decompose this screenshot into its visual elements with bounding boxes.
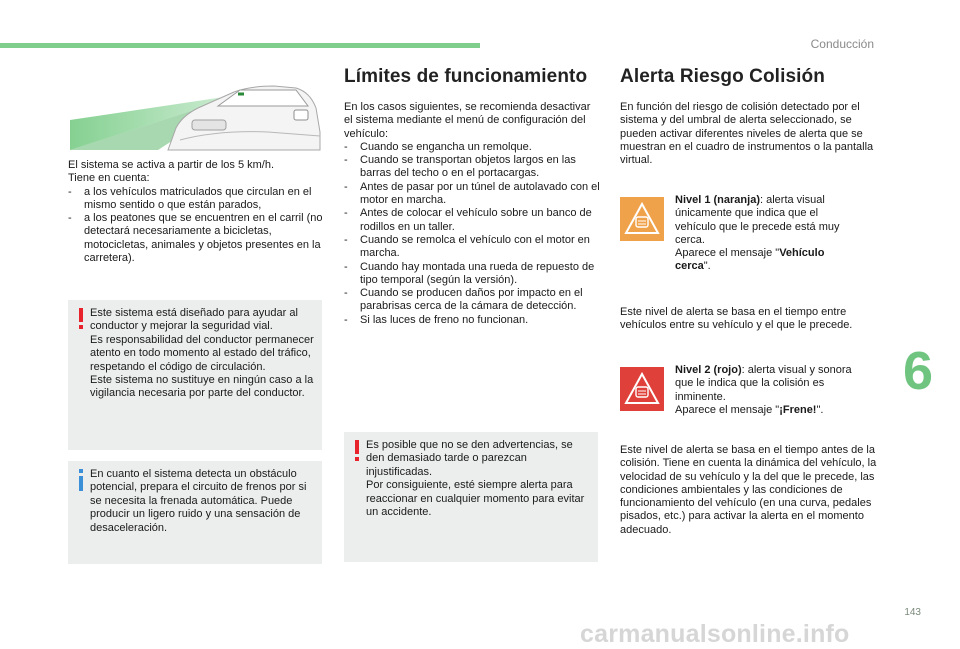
list-item: - Antes de colocar el vehículo sobre un banco de rodillos en un taller.	[344, 207, 600, 234]
list-item: - Cuando hay montada una rueda de repuesto de tipo temporal (según la versión).	[344, 261, 600, 288]
level2-message-suffix: ".	[816, 403, 824, 416]
warning-note-line: Es posible que no se den advertencias, se den demasiado tarde o parezcan injustificadas.	[366, 439, 573, 478]
page-number: 143	[904, 607, 921, 618]
warning-note-line: Por consiguiente, esté siempre alerta para reaccionar en cualquier momento para evitar un accidente.	[366, 479, 585, 519]
collision-alert-heading: Alerta Riesgo Colisión	[620, 66, 825, 87]
warning-note-line: Este sistema no sustituye en ningún caso a la vigilancia necesaria por parte del conductor.	[90, 374, 314, 400]
car-illustration-svg	[68, 80, 322, 156]
info-icon	[76, 469, 86, 491]
section-title: Conducción	[810, 37, 874, 51]
level2-text: : alerta visual y sonora que le indica que la colisión es inminente.	[675, 364, 852, 403]
limits-list	[344, 141, 600, 327]
level1-message: Vehículo cerca	[675, 247, 825, 273]
warning-note-box	[344, 432, 598, 562]
level1-message-prefix: Aparece el mensaje "	[675, 247, 780, 260]
level1-alert-icon	[620, 197, 664, 241]
list-item: - Cuando se remolca el vehículo con el motor en marcha.	[344, 234, 600, 261]
list-item: - a los peatones que se encuentren en el carril (no detectará necesariamente a bicicletas, motocicletas, animales y objetos presentes en la carretera).	[68, 212, 324, 265]
activation-speed-text: El sistema se activa a partir de los 5 km/h.	[68, 159, 275, 171]
red-alert-icon	[620, 367, 664, 411]
warning-note-line: Es responsabilidad del conductor permanecer atento en todo momento al estado del tráfico, respetando el código de circulación.	[90, 333, 314, 373]
takes-into-account-text: Tiene en cuenta:	[68, 172, 150, 185]
level2-note: Este nivel de alerta se basa en el tiempo antes de la colisión. Tiene en cuenta la dinámica del vehículo, la velocidad de su vehículo y la del que le precede, las condiciones ambientales y las condiciones de funcionamiento del vehículo (en una curva, pedales pisados, etc.) para activar la alerta en el momento adecuado.	[620, 444, 877, 536]
exclamation-icon	[352, 440, 362, 462]
level1-description	[675, 194, 855, 274]
warning-note-line: Este sistema está diseñado para ayudar al conductor y mejorar la seguridad vial.	[90, 307, 298, 333]
warning-note-box	[68, 300, 322, 450]
detection-list	[68, 186, 324, 266]
column1-text	[68, 159, 324, 265]
chapter-number: 6	[903, 341, 934, 401]
level2-message: ¡Frene!	[779, 403, 817, 416]
list-item: - Cuando se transportan objetos largos en las barras del techo o en el portacargas.	[344, 154, 600, 181]
car-camera-illustration	[68, 80, 322, 156]
level2-description	[675, 364, 871, 417]
info-note-box	[68, 461, 322, 564]
collision-alert-intro: En función del riesgo de colisión detectado por el sistema y del umbral de alerta seleccionado, se pueden activar diferentes niveles de alerta que se muestran en el cuadro de instrumentos o la pantalla virtual.	[620, 101, 874, 167]
list-item: - Cuando se producen daños por impacto en el parabrisas cerca de la cámara de detección.	[344, 287, 600, 314]
level2-alert-icon	[620, 367, 664, 411]
list-item: - Antes de pasar por un túnel de autolavado con el motor en marcha.	[344, 181, 600, 208]
level1-text: : alerta visual únicamente que indica que el vehículo que le precede está muy cerca.	[675, 194, 840, 246]
exclamation-icon	[76, 308, 86, 330]
level2-message-prefix: Aparece el mensaje "	[675, 403, 780, 416]
list-item: - a los vehículos matriculados que circulan en el mismo sentido o que están parados,	[68, 186, 324, 213]
level1-note: Este nivel de alerta se basa en el tiempo entre vehículos entre su vehículo y el que le precede.	[620, 306, 853, 332]
limits-intro: En los casos siguientes, se recomienda desactivar el sistema mediante el menú de configuración del vehículo:	[344, 101, 591, 140]
level1-message-suffix: ".	[703, 260, 711, 273]
list-item: - Si las luces de freno no funcionan.	[344, 314, 600, 327]
header-accent-bar	[0, 43, 480, 48]
orange-alert-icon	[620, 197, 664, 241]
limits-heading: Límites de funcionamiento	[344, 66, 588, 87]
list-item: - Cuando se engancha un remolque.	[344, 141, 600, 154]
info-note-text: En cuanto el sistema detecta un obstáculo potencial, prepara el circuito de frenos por si se necesita la frenada automática. Puede producir un ligero ruido y una sensación de desaceleración.	[90, 468, 307, 534]
level1-label: Nivel 1 (naranja)	[675, 194, 760, 206]
column2-text	[344, 101, 600, 327]
level2-label: Nivel 2 (rojo)	[675, 364, 742, 376]
watermark: carmanualsonline.info	[580, 620, 850, 648]
